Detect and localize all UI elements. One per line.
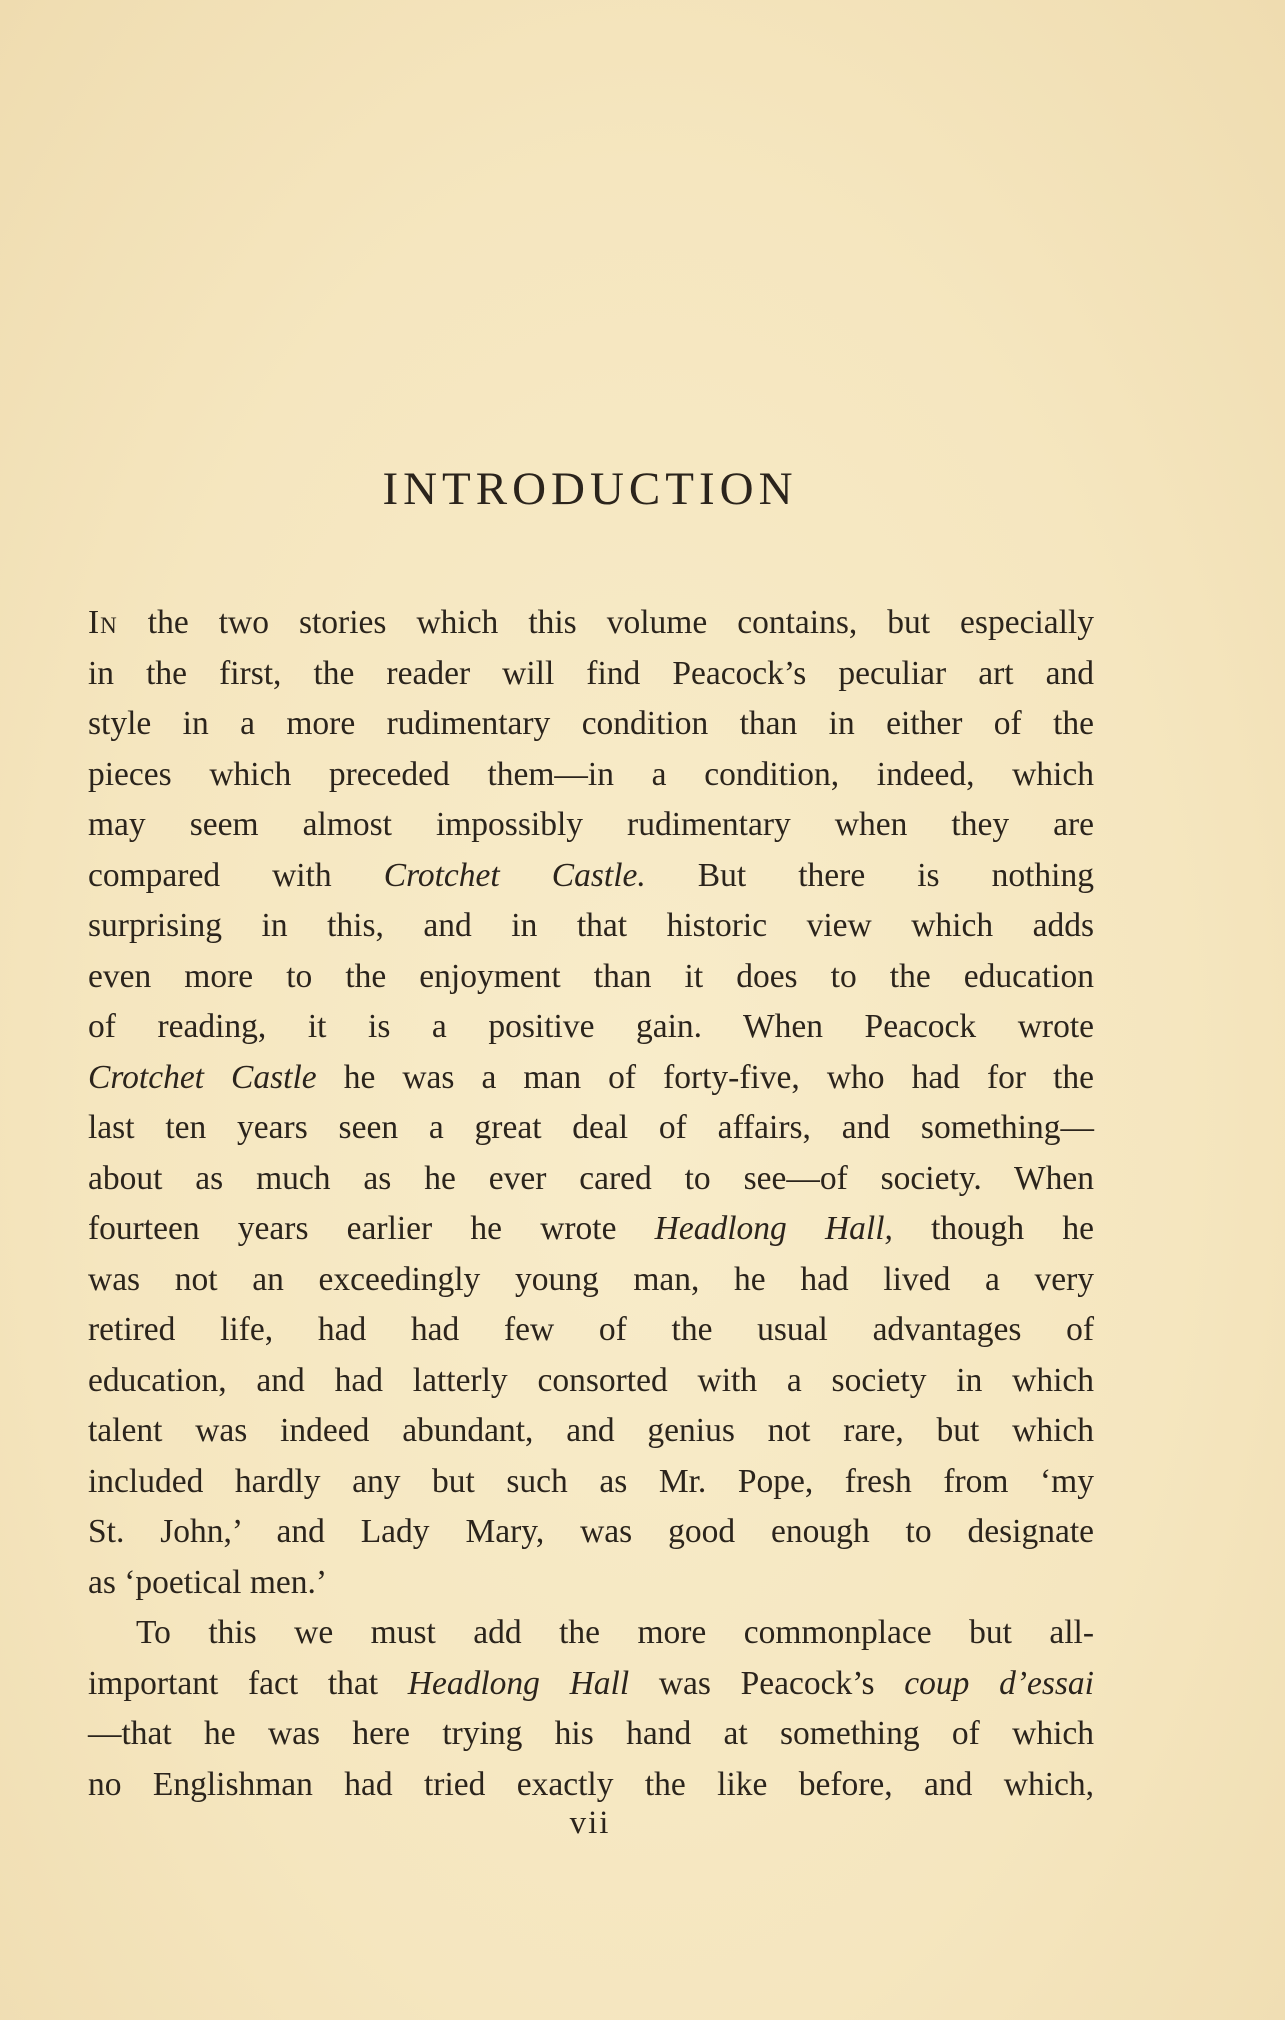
italic-title: Headlong Hall, [654, 1210, 893, 1247]
text-run: To this we must add the more commonplace but all- [136, 1614, 1094, 1651]
text-line [88, 1356, 1094, 1407]
text-line [88, 1659, 1094, 1710]
text-line [88, 952, 1094, 1003]
text-run: though he [892, 1210, 1094, 1247]
text-line [88, 1103, 1094, 1154]
chapter-title: INTRODUCTION [382, 463, 798, 515]
text-run: pieces which preceded them—in a condition, indeed, which [88, 755, 1094, 793]
text-run: talent was indeed abundant, and genius not rare, but which [88, 1412, 1094, 1449]
text-line [88, 1709, 1094, 1760]
text-line [88, 1558, 1094, 1609]
text-line [88, 1204, 1094, 1255]
italic-title: Crotchet Castle. [383, 856, 646, 894]
text-line [88, 851, 1094, 902]
text-line [88, 800, 1094, 851]
text-line [88, 1255, 1094, 1306]
text-run: style in a more rudimentary condition than in either of the [88, 705, 1094, 742]
text-run: the two stories which this volume contains, but especially [117, 604, 1094, 641]
text-line [88, 1608, 1094, 1659]
text-run: included hardly any but such as Mr. Pope, fresh from ‘my [88, 1462, 1094, 1500]
text-run: surprising in this, and in that historic view which adds [88, 907, 1094, 944]
text-run: about as much as he ever cared to see—of society. When [88, 1159, 1094, 1197]
text-run: But there is nothing [645, 856, 1094, 894]
italic-title: coup d’essai [904, 1664, 1094, 1702]
text-line [88, 1760, 1094, 1811]
text-run: last ten years seen a great deal of affairs, and something— [88, 1109, 1094, 1146]
text-run: —that he was here trying his hand at something of which [88, 1715, 1094, 1752]
text-line [88, 1457, 1094, 1508]
text-line [88, 901, 1094, 952]
text-run: important fact that [88, 1664, 408, 1702]
text-run: in the first, the reader will find Peacock’s peculiar art and [88, 654, 1094, 692]
text-run: fourteen years earlier he wrote [88, 1210, 655, 1247]
text-line [88, 1406, 1094, 1457]
text-run: he was a man of forty-five, who had for the [316, 1058, 1095, 1096]
text-run: as ‘poetical men.’ [88, 1563, 328, 1601]
small-caps-text: In [88, 604, 118, 641]
italic-title: Crotchet Castle [88, 1058, 317, 1096]
text-run: even more to the enjoyment than it does to the education [88, 957, 1094, 995]
text-line [88, 1002, 1094, 1053]
text-run: St. John,’ and Lady Mary, was good enough to designate [88, 1513, 1094, 1550]
text-run: of reading, it is a positive gain. When Peacock wrote [88, 1008, 1094, 1045]
body-text [88, 598, 1094, 1810]
text-line [88, 750, 1094, 801]
page-number: vii [569, 1805, 611, 1841]
text-line [88, 1507, 1094, 1558]
text-run: may seem almost impossibly rudimentary when they are [88, 806, 1094, 843]
italic-title: Headlong Hall [407, 1664, 630, 1702]
text-run: retired life, had had few of the usual advantages of [88, 1311, 1094, 1348]
text-line [88, 1305, 1094, 1356]
text-line [88, 699, 1094, 750]
text-run: no Englishman had tried exactly the like before, and which, [88, 1765, 1094, 1803]
text-line [88, 1154, 1094, 1205]
text-line [88, 649, 1094, 700]
text-line [88, 598, 1094, 649]
text-line [88, 1053, 1094, 1104]
text-run: compared with [88, 856, 384, 894]
text-run: was Peacock’s [629, 1664, 905, 1702]
text-run: was not an exceedingly young man, he had lived a very [88, 1260, 1094, 1298]
text-run: education, and had latterly consorted with a society in which [88, 1361, 1094, 1399]
